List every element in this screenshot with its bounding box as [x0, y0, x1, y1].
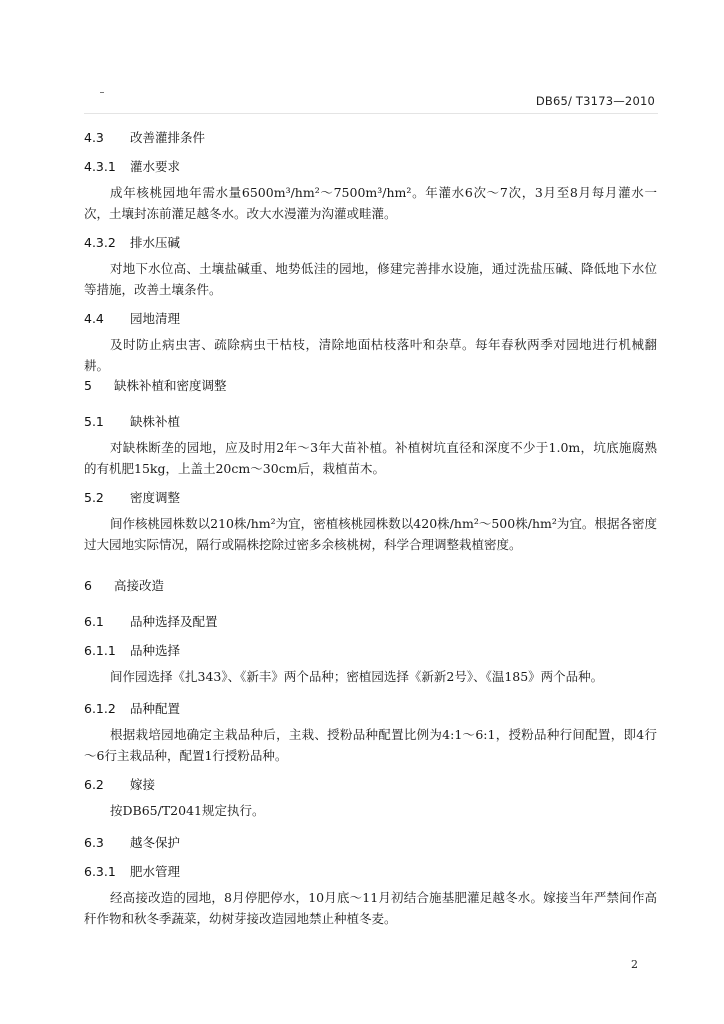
section-heading-5-1 [84, 412, 180, 430]
section-title: 嫁接 [130, 777, 156, 792]
section-heading-6-1 [84, 612, 218, 630]
section-heading-6-1-1 [84, 641, 180, 659]
section-number: 6.2 [84, 777, 104, 792]
section-number: 5 [84, 378, 92, 393]
section-title: 高接改造 [114, 578, 165, 593]
section-heading-5 [84, 376, 227, 394]
section-body-6-3-1: 经高接改造的园地，8月停肥停水，10月底～11月初结合施基肥灌足越冬水。嫁接当年严禁间作高秆作物和秋冬季蔬菜，幼树芽接改造园地禁止种植冬麦。 [84, 890, 657, 926]
section-number: 6.1.1 [84, 643, 116, 658]
section-body-4-3-1: 成年核桃园地年需水量6500m³/hm²～7500m³/hm²。年灌水6次～7次，3月至8月每月灌水一次，土壤封冻前灌足越冬水。改大水漫灌为沟灌或畦灌。 [84, 185, 657, 221]
section-number: 6.1.2 [84, 701, 116, 716]
page-number: 2 [631, 958, 638, 971]
section-heading-6-1-2 [84, 699, 180, 717]
section-number: 6.3 [84, 835, 104, 850]
section-number: 4.3.2 [84, 235, 116, 250]
section-heading-4-3-2 [84, 233, 180, 251]
section-number: 4.4 [84, 311, 104, 326]
section-heading-4-3 [84, 128, 205, 146]
section-number: 4.3.1 [84, 159, 116, 174]
section-body-6-1-2: 根据栽培园地确定主栽品种后，主栽、授粉品种配置比例为4:1～6:1，授粉品种行间配置，即4行～6行主栽品种，配置1行授粉品种。 [84, 727, 657, 763]
section-title: 密度调整 [130, 490, 181, 505]
section-heading-4-3-1 [84, 157, 180, 175]
section-number: 6 [84, 578, 92, 593]
section-heading-6-2 [84, 775, 155, 793]
section-number: 6.1 [84, 614, 104, 629]
section-heading-4-4 [84, 309, 180, 327]
section-title: 改善灌排条件 [130, 130, 206, 145]
standard-code: DB65/ T3173—2010 [535, 94, 655, 108]
section-number: 4.3 [84, 130, 104, 145]
section-title: 缺株补植和密度调整 [114, 378, 227, 393]
scan-mark [100, 92, 104, 93]
section-body-5-2: 间作核桃园株数以210株/hm²为宜，密植核桃园株数以420株/hm²～500株/hm²为宜。根据各密度过大园地实际情况，隔行或隔株挖除过密多余核桃树，科学合理调整栽植密度。 [84, 516, 657, 552]
section-body-6-1-1: 间作园选择《扎343》、《新丰》两个品种；密植园选择《新新2号》、《温185》两个品种。 [110, 669, 604, 684]
section-number: 6.3.1 [84, 864, 116, 879]
section-heading-6 [84, 576, 164, 594]
section-body-4-4: 及时防止病虫害、疏除病虫干枯枝，清除地面枯枝落叶和杂草。每年春秋两季对园地进行机械翻耕。 [84, 337, 657, 373]
section-body-5-1: 对缺株断垄的园地，应及时用2年～3年大苗补植。补植树坑直径和深度不少于1.0m，坑底施腐熟的有机肥15kg，上盖土20cm～30cm后，栽植苗木。 [84, 440, 657, 476]
section-body-4-3-2: 对地下水位高、土壤盐碱重、地势低洼的园地，修建完善排水设施，通过洗盐压碱、降低地下水位等措施，改善土壤条件。 [84, 261, 657, 297]
section-title: 肥水管理 [130, 864, 181, 879]
section-title: 灌水要求 [130, 159, 181, 174]
header-rule [84, 113, 658, 114]
section-title: 缺株补植 [130, 414, 181, 429]
section-number: 5.1 [84, 414, 104, 429]
section-title: 越冬保护 [130, 835, 181, 850]
section-number: 5.2 [84, 490, 104, 505]
section-heading-5-2 [84, 488, 180, 506]
section-heading-6-3-1 [84, 862, 180, 880]
section-heading-6-3 [84, 833, 180, 851]
section-body-6-2: 按DB65/T2041规定执行。 [110, 803, 265, 818]
section-title: 园地清理 [130, 311, 181, 326]
section-title: 排水压碱 [130, 235, 181, 250]
section-title: 品种选择及配置 [130, 614, 218, 629]
section-title: 品种配置 [130, 701, 181, 716]
section-title: 品种选择 [130, 643, 181, 658]
